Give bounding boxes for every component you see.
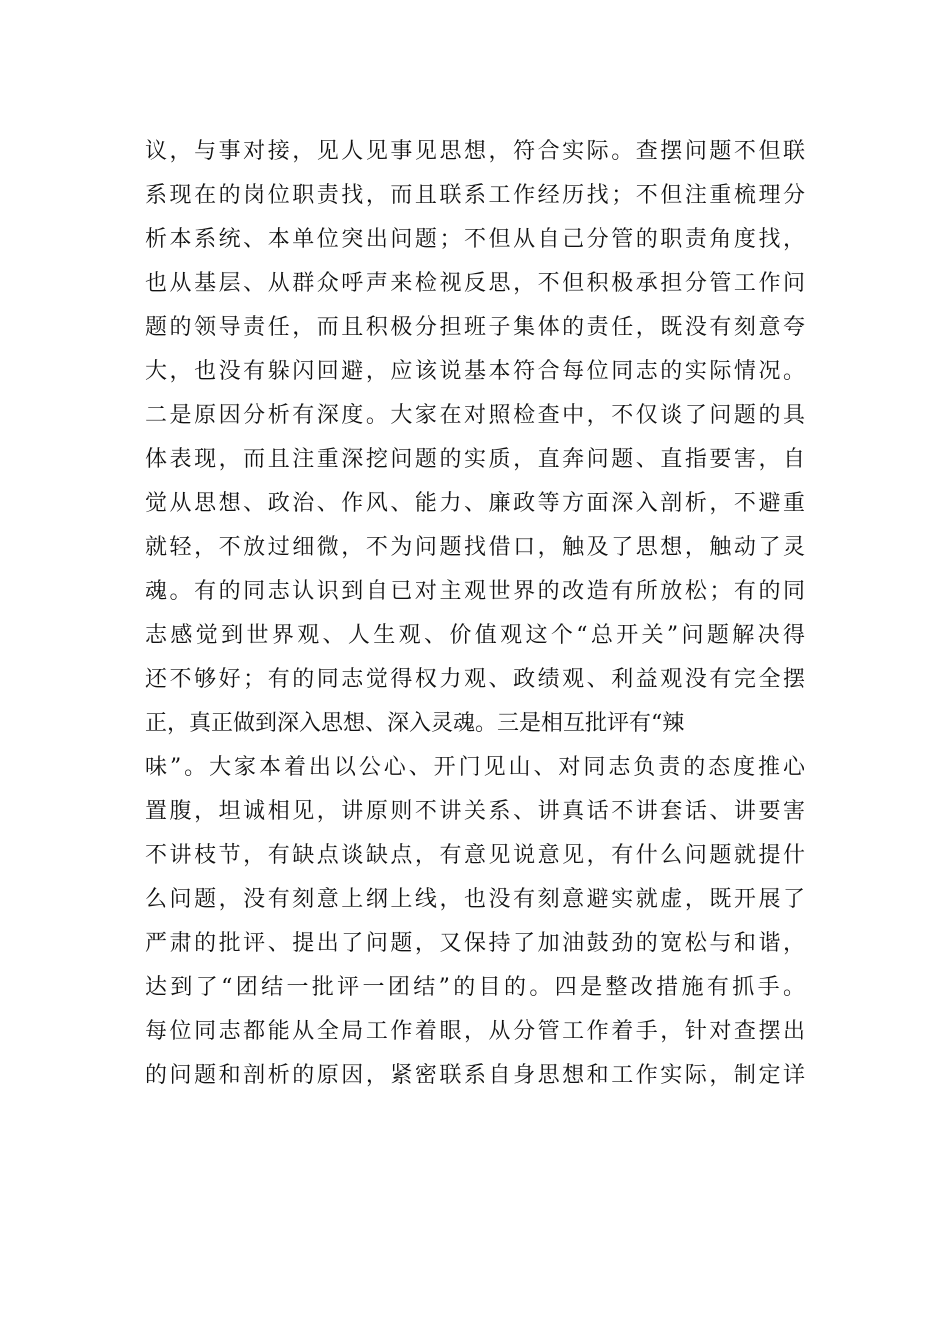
text-line: 体表现，而且注重深挖问题的实质，直奔问题、直指要害，自 (145, 447, 805, 472)
text-line: 严肃的批评、提出了问题，又保持了加油鼓劲的宽松与和谐， (145, 931, 805, 956)
text-line: 置腹，坦诚相见，讲原则不讲关系、讲真话不讲套话、讲要害 (145, 799, 805, 824)
text-line: 还不够好；有的同志觉得权力观、政绩观、利益观没有完全摆 (145, 667, 805, 692)
text-line: 味”。大家本着出以公心、开门见山、对同志负责的态度推心 (145, 755, 805, 780)
text-line: 每位同志都能从全局工作着眼，从分管工作着手，针对查摆出 (145, 1019, 805, 1044)
text-line: 就轻，不放过细微，不为问题找借口，触及了思想，触动了灵 (145, 535, 805, 560)
text-line: 系现在的岗位职责找，而且联系工作经历找；不但注重梳理分 (145, 183, 805, 208)
text-line: 也从基层、从群众呼声来检视反思，不但积极承担分管工作问 (145, 271, 805, 296)
text-line: 大，也没有躲闪回避，应该说基本符合每位同志的实际情况。 (145, 359, 805, 384)
text-line: 议，与事对接，见人见事见思想，符合实际。查摆问题不但联 (145, 139, 805, 164)
text-line: 魂。有的同志认识到自已对主观世界的改造有所放松；有的同 (145, 579, 805, 604)
text-line: 二是原因分析有深度。大家在对照检查中，不仅谈了问题的具 (145, 403, 805, 428)
text-line: 么问题，没有刻意上纲上线，也没有刻意避实就虚，既开展了 (145, 887, 805, 912)
body-text (145, 130, 805, 1098)
text-line: 不讲枝节，有缺点谈缺点，有意见说意见，有什么问题就提什 (145, 843, 805, 868)
text-line: 达到了“团结一批评一团结”的目的。四是整改措施有抓手。 (145, 975, 805, 1000)
text-line: 志感觉到世界观、人生观、价值观这个“总开关”问题解决得 (145, 623, 805, 648)
text-line: 的问题和剖析的原因，紧密联系自身思想和工作实际，制定详 (145, 1063, 805, 1088)
text-line: 正，真正做到深入思想、深入灵魂。三是相互批评有“辣 (145, 711, 685, 736)
text-line: 题的领导责任，而且积极分担班子集体的责任，既没有刻意夸 (145, 315, 805, 340)
text-line: 觉从思想、政治、作风、能力、廉政等方面深入剖析，不避重 (145, 491, 805, 516)
text-line: 析本系统、本单位突出问题；不但从自己分管的职责角度找， (145, 227, 805, 252)
